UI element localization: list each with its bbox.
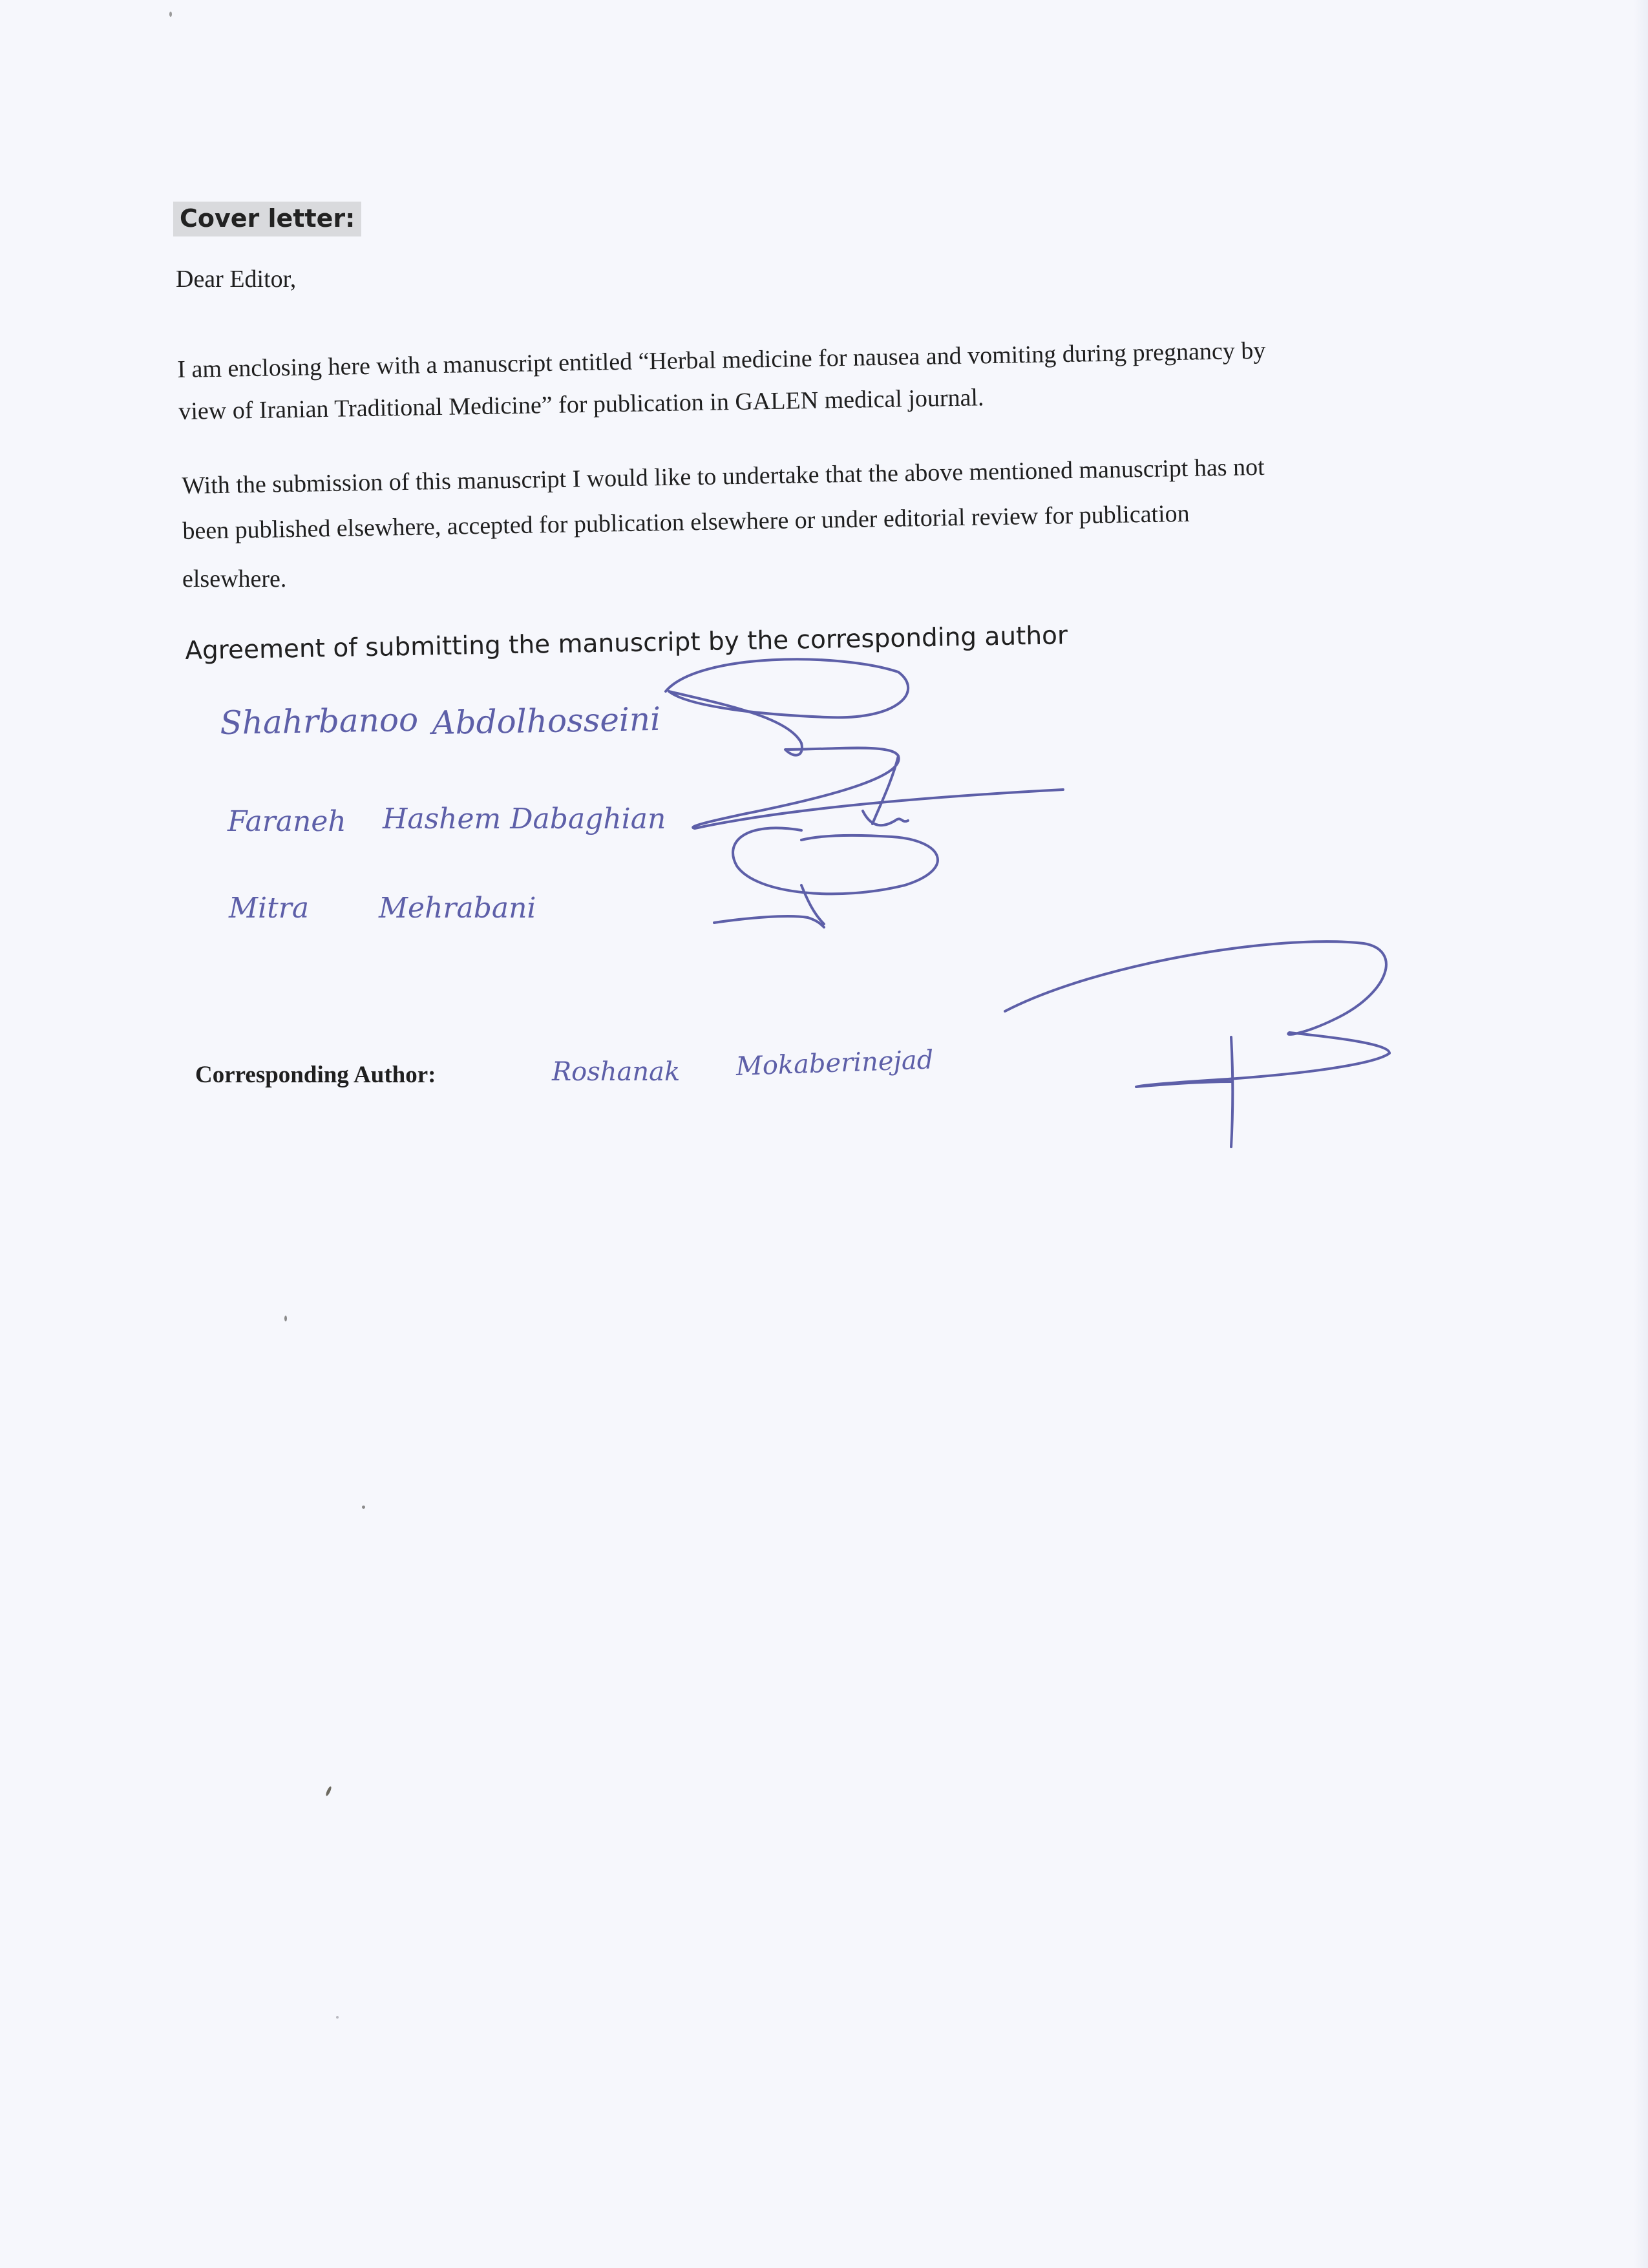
scan-speck: [169, 12, 172, 17]
corresponding-author-label: Corresponding Author:: [195, 1062, 436, 1088]
salutation: Dear Editor,: [176, 266, 297, 293]
paragraph-2-line-1: With the submission of this manuscript I would like to undertake that the above mentioned manuscript has not: [182, 453, 1265, 499]
paragraph-1-line-2: view of Iranian Traditional Medicine” for publication in GALEN medical journal.: [178, 384, 984, 425]
paragraph-2-line-2: been published elsewhere, accepted for publication elsewhere or under editorial review for publication: [182, 499, 1190, 545]
author-2-first-name: Faraneh: [227, 805, 346, 838]
paragraph-2-line-3: elsewhere.: [182, 565, 287, 593]
author-3-first-name: Mitra: [229, 892, 310, 925]
paragraph-1-line-1: I am enclosing here with a manuscript entitled “Herbal medicine for nausea and vomiting during pregnancy by: [177, 337, 1266, 383]
author-2-last-name: Hashem Dabaghian: [383, 803, 666, 835]
author-1-last-name: Abdolhosseini: [432, 700, 661, 742]
scan-speck: [284, 1316, 287, 1321]
scan-speck: [336, 2016, 339, 2019]
scan-speck: [362, 1506, 365, 1509]
corresponding-author-first-name: Roshanak: [552, 1057, 681, 1087]
agreement-statement: Agreement of submitting the manuscript by the corresponding author: [185, 621, 1068, 666]
corresponding-author-signature: [1005, 941, 1389, 1147]
authors-signature: [666, 659, 1063, 927]
author-1-first-name: Shahrbanoo: [220, 700, 419, 742]
corresponding-author-last-name: Mokaberinejad: [735, 1045, 935, 1082]
cover-letter-heading: Cover letter:: [173, 202, 361, 236]
author-3-last-name: Mehrabani: [379, 892, 536, 925]
